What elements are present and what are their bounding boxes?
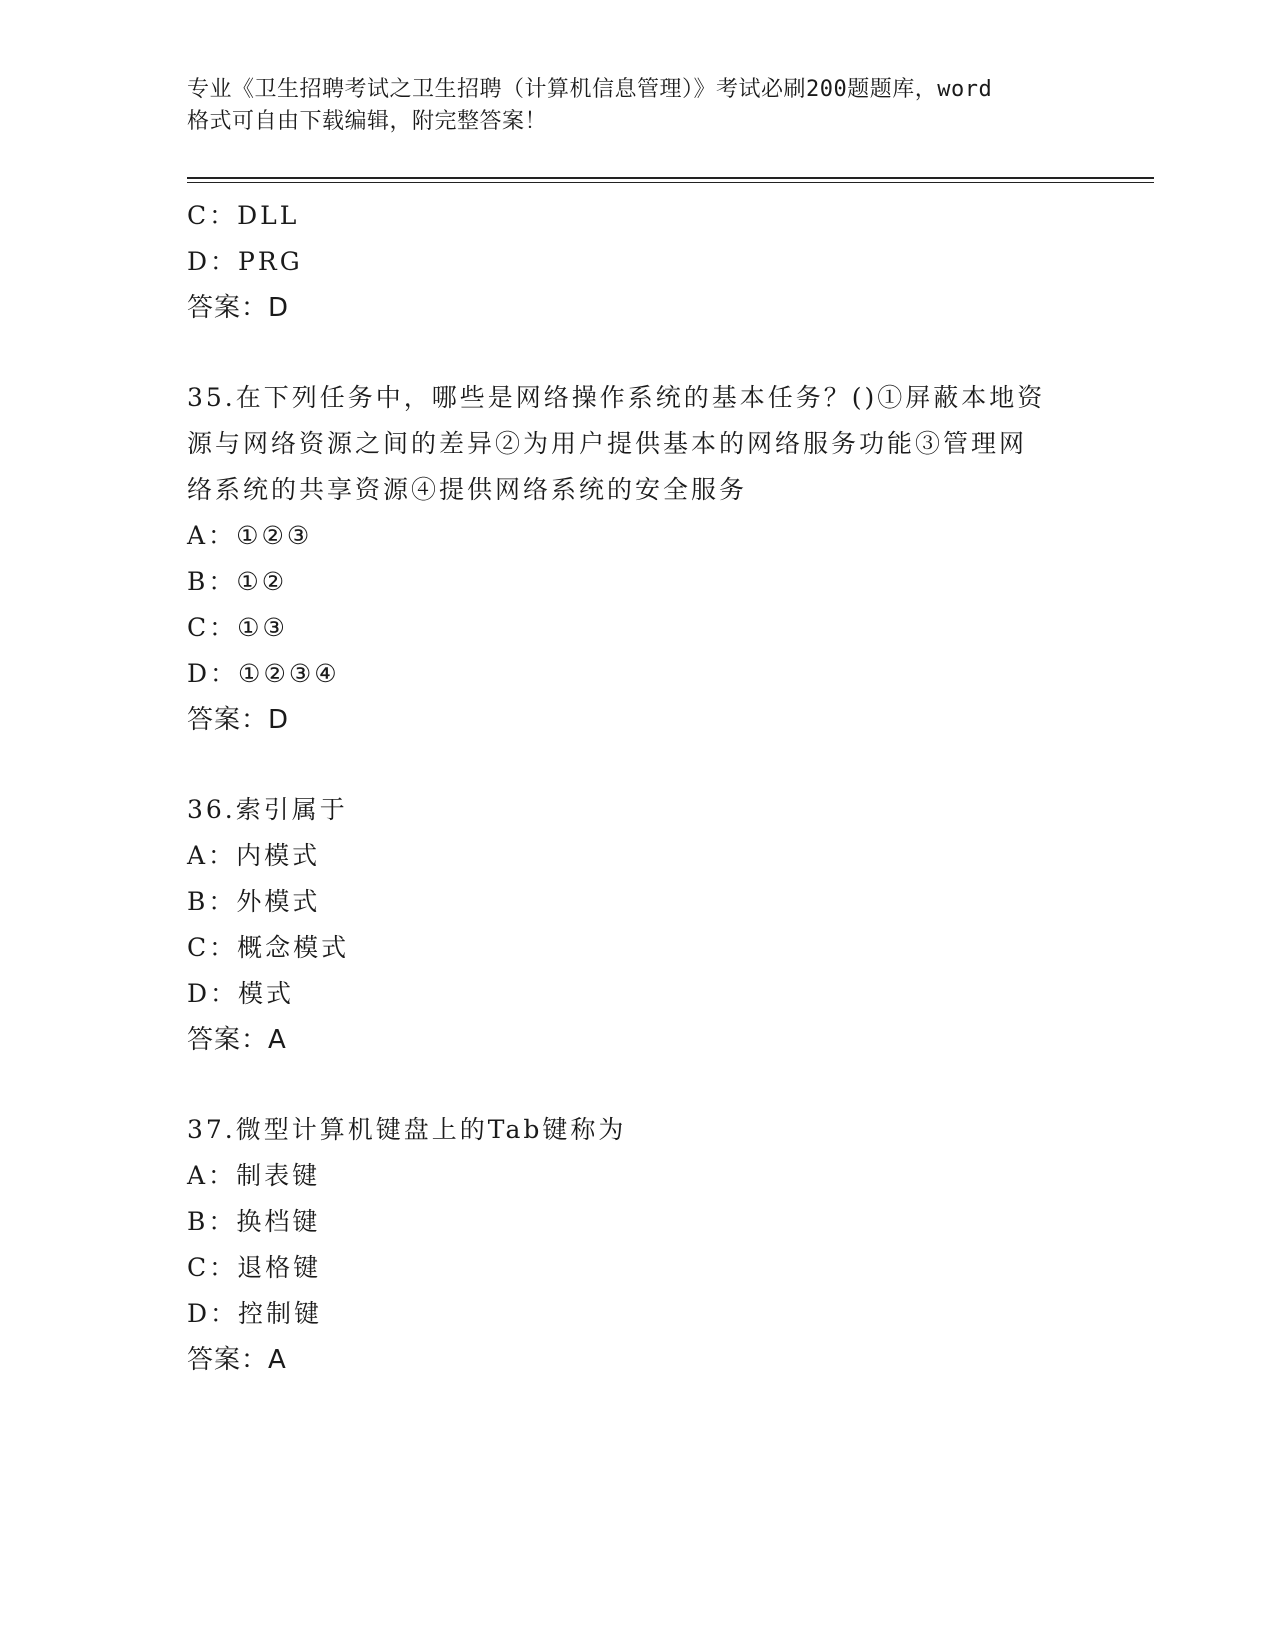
stem-line: 源与网络资源之间的差异②为用户提供基本的网络服务功能③管理网: [187, 429, 1028, 458]
option-key: C：: [187, 201, 238, 230]
stem-line: 37.微型计算机键盘上的Tab键称为: [187, 1115, 627, 1144]
question-stem: [187, 375, 1067, 513]
option-key: D：: [187, 659, 239, 688]
option-key: D：: [187, 979, 239, 1008]
question-35: [187, 375, 1087, 743]
option-text: ①②③④: [238, 659, 340, 688]
option-b: [187, 879, 1087, 925]
header-line-1: 专业《卫生招聘考试之卫生招聘（计算机信息管理）》考试必刷200题题库，word: [187, 77, 993, 102]
option-key: D：: [187, 1299, 239, 1328]
option-text: ①②: [236, 567, 288, 596]
option-key: C：: [187, 613, 238, 642]
spacer: [187, 743, 1087, 787]
option-key: B：: [187, 887, 237, 916]
answer-label: 答案：D: [187, 705, 290, 735]
option-key: B：: [187, 567, 237, 596]
option-c: [187, 1245, 1087, 1291]
option-key: B：: [187, 1207, 237, 1236]
option-c: [187, 193, 1087, 239]
option-a: [187, 513, 1087, 559]
option-text: DLL: [237, 201, 300, 230]
spacer: [187, 1063, 1087, 1107]
option-b: [187, 559, 1087, 605]
spacer: [187, 331, 1087, 375]
header-line-2: 格式可自由下载编辑，附完整答案！: [187, 109, 548, 134]
option-text: 外模式: [236, 887, 321, 916]
stem-line: 络系统的共享资源④提供网络系统的安全服务: [187, 475, 748, 504]
option-text: 退格键: [237, 1253, 322, 1282]
answer-label: 答案：A: [187, 1345, 287, 1375]
question-37: [187, 1107, 1087, 1383]
option-d: [187, 971, 1087, 1017]
option-key: A：: [187, 521, 237, 550]
option-text: ①②③: [236, 521, 313, 550]
option-a: [187, 833, 1087, 879]
question-34-continuation: [187, 193, 1087, 331]
question-stem: [187, 1107, 1067, 1153]
stem-line: 35.在下列任务中，哪些是网络操作系统的基本任务？()①屏蔽本地资: [187, 383, 1046, 412]
option-text: 内模式: [236, 841, 321, 870]
option-text: 换档键: [236, 1207, 321, 1236]
option-key: D：: [187, 247, 239, 276]
option-c: [187, 605, 1087, 651]
question-36: [187, 787, 1087, 1063]
option-b: [187, 1199, 1087, 1245]
page-header: [187, 74, 1087, 138]
option-c: [187, 925, 1087, 971]
option-key: C：: [187, 933, 238, 962]
option-text: PRG: [238, 247, 303, 276]
question-stem: [187, 787, 1067, 833]
answer-label: 答案：D: [187, 293, 290, 323]
option-text: 概念模式: [237, 933, 350, 962]
option-key: A：: [187, 1161, 237, 1190]
option-text: 制表键: [236, 1161, 321, 1190]
stem-line: 36.索引属于: [187, 795, 348, 824]
option-a: [187, 1153, 1087, 1199]
option-text: 控制键: [238, 1299, 323, 1328]
header-divider-thin: [187, 182, 1154, 183]
option-text: 模式: [238, 979, 295, 1008]
option-key: A：: [187, 841, 237, 870]
answer-label: 答案：A: [187, 1025, 287, 1055]
option-d: [187, 239, 1087, 285]
option-d: [187, 1291, 1087, 1337]
option-d: [187, 651, 1087, 697]
option-text: ①③: [237, 613, 288, 642]
header-divider-thick: [187, 177, 1154, 179]
option-key: C：: [187, 1253, 238, 1282]
question-list: [187, 193, 1087, 1383]
